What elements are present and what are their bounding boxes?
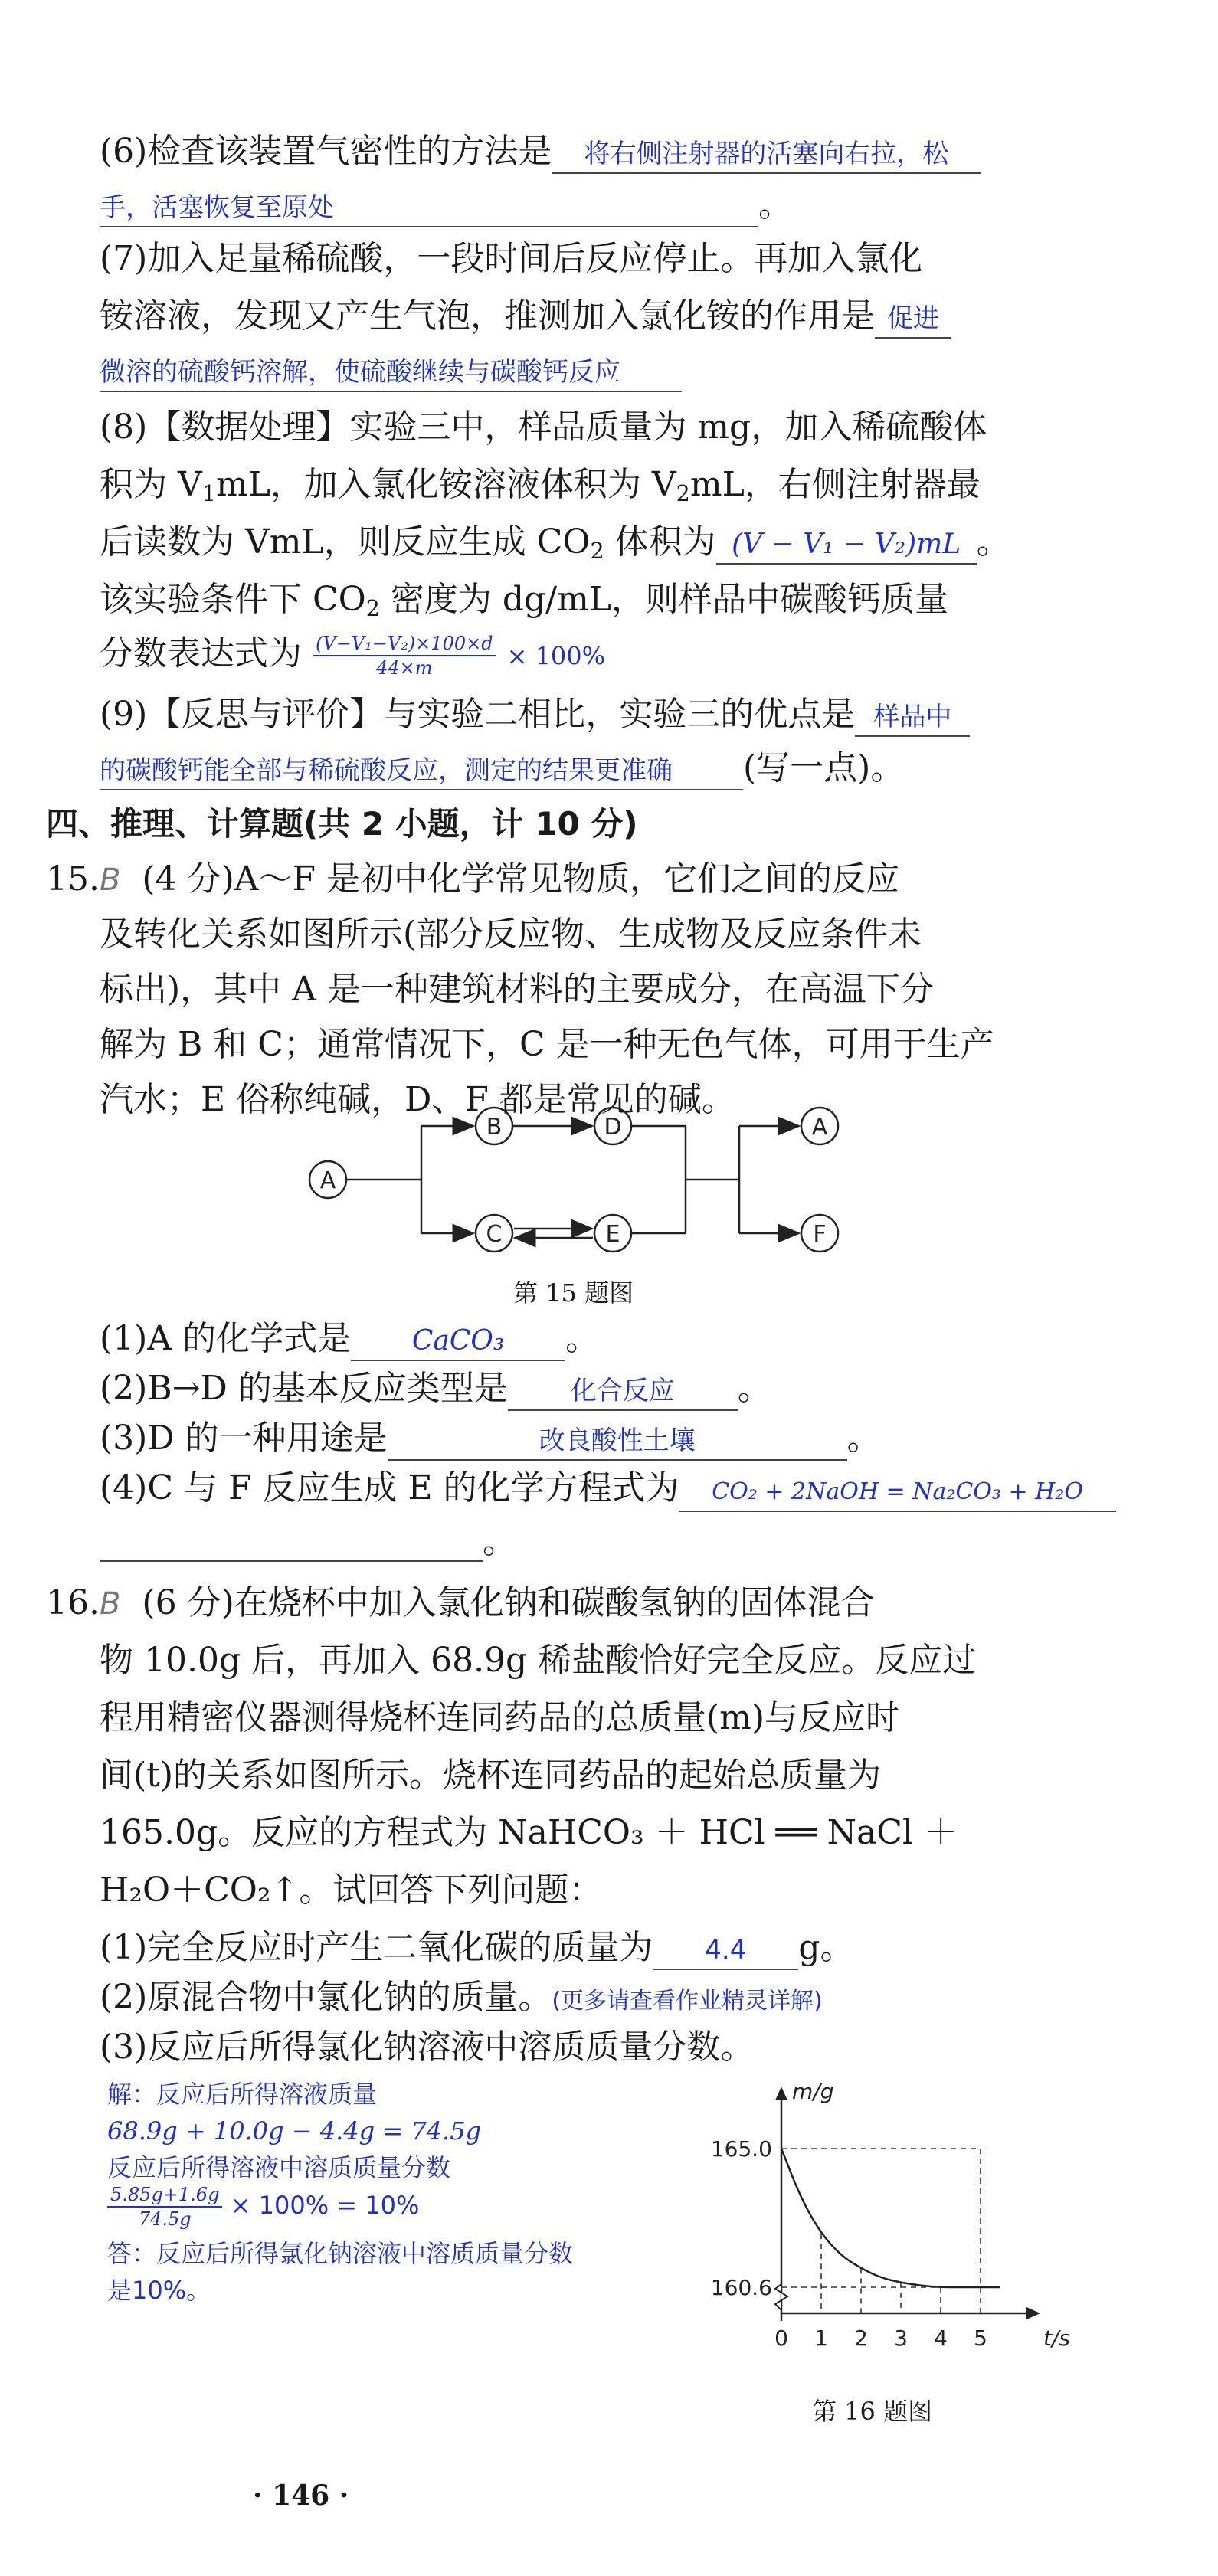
q15-part4: (4)C 与 F 反应生成 E 的化学方程式为 CO₂ + 2NaOH = Na₂CO₃ + H₂O: [100, 1467, 1116, 1512]
q16-line5: 165.0g。反应的方程式为 NaHCO₃ ＋ HCl ══ NaCl ＋: [100, 1813, 958, 1852]
q16-p1-answer[interactable]: 4.4: [653, 1932, 798, 1970]
q15-p1-answer[interactable]: CaCO₃: [351, 1323, 565, 1361]
q8-line1: (8)【数据处理】实验三中，样品质量为 mg，加入稀硫酸体: [100, 408, 987, 447]
q16-number: 16.: [46, 1583, 100, 1622]
x-axis-label: t/s: [1043, 2326, 1070, 2351]
q9-answer-1[interactable]: 样品中: [855, 699, 970, 737]
q16-solution-5: 答：反应后所得氯化钠溶液中溶质质量分数: [107, 2239, 574, 2268]
label-e: E: [605, 1221, 620, 1248]
q6-line2: 手，活塞恢复至原处 。: [100, 184, 792, 227]
q15-part1: (1)A 的化学式是 CaCO₃ 。: [100, 1317, 599, 1361]
q15-part2: (2)B→D 的基本反应类型是 化合反应 。: [100, 1367, 771, 1411]
q7-line2: 铵溶液，发现又产生气泡，推测加入氯化铵的作用是 促进: [100, 295, 951, 339]
q15-p4-answer[interactable]: CO₂ + 2NaOH = Na₂CO₃ + H₂O: [679, 1474, 1116, 1512]
q15-relation-diagram: [291, 1103, 873, 1287]
q8-line2: 积为 $V_1mL$，加入氯化铵溶液体积为 $V_2mL$，右侧注射器最: [100, 465, 981, 507]
y-tick-label: 160.6: [710, 2275, 772, 2300]
q7-answer-1[interactable]: 促进: [875, 300, 951, 339]
x-axis-arrow: [1026, 2307, 1040, 2319]
label-f: F: [813, 1221, 827, 1248]
y-axis-label: m/g: [792, 2079, 834, 2104]
q16-line4: 间(t)的关系如图所示。烧杯连同药品的起始总质量为: [100, 1756, 882, 1795]
q16-part2: (2)原混合物中氯化钠的质量。(更多请查看作业精灵详解): [100, 1978, 823, 2017]
q6-text: (6)检查该装置气密性的方法是: [100, 132, 552, 171]
page-number: · 146 ·: [253, 2479, 349, 2512]
q16-line3: 程用精密仪器测得烧杯连同药品的总质量(m)与反应时: [100, 1698, 900, 1737]
q8-volume-answer[interactable]: (V − V₁ − V₂)mL: [716, 526, 977, 565]
y-axis-arrow: [775, 2087, 787, 2100]
q15-difficulty-mark: B: [99, 862, 121, 898]
x-tick-label: 0: [774, 2326, 788, 2351]
label-a: A: [319, 1167, 336, 1194]
q16-solution-3: 反应后所得溶液中溶质质量分数: [107, 2153, 451, 2182]
q16-part1: (1)完全反应时产生二氧化碳的质量为 4.4 g。: [100, 1926, 854, 1970]
q8-line5: 分数表达式为 $\frac{\text{(V−V₁−V₂)×100×d}}{44\times m}$ × 100%: [100, 633, 606, 679]
q15-caption: 第 15 题图: [513, 1278, 634, 1308]
label-a2: A: [811, 1114, 828, 1141]
y-tick-label: 165.0: [710, 2136, 772, 2162]
q6-answer-2[interactable]: 手，活塞恢复至原处: [100, 189, 758, 227]
q16-line6: H₂O＋CO₂↑。试回答下列问题：: [100, 1871, 603, 1910]
q7-line1: (7)加入足量稀硫酸，一段时间后反应停止。再加入氯化: [100, 239, 923, 278]
q9-line1: (9)【反思与评价】与实验二相比，实验三的优点是 样品中: [100, 693, 970, 737]
x-tick-label: 4: [934, 2326, 948, 2351]
q15-line4: 解为 B 和 C；通常情况下，C 是一种无色气体，可用于生产: [100, 1025, 994, 1064]
label-c: C: [486, 1221, 503, 1248]
x-tick-label: 2: [854, 2326, 868, 2351]
q15-p3-answer[interactable]: 改良酸性土壤: [388, 1422, 847, 1461]
q7-line3: [100, 349, 682, 392]
q15-line3: 标出)，其中 A 是一种建筑材料的主要成分，在高温下分: [100, 970, 934, 1009]
q15-line5: 汽水；E 俗称纯碱，D、F 都是常见的碱。: [100, 1080, 735, 1119]
q15-part3: (3)D 的一种用途是 改良酸性土壤 。: [100, 1417, 881, 1461]
q16-p2-note[interactable]: (更多请查看作业精灵详解): [552, 1988, 823, 2015]
q16-caption: 第 16 题图: [812, 2397, 933, 2426]
q9-answer-2[interactable]: 的碳酸钙能全部与稀硫酸反应，测定的结果更准确: [100, 752, 743, 790]
q8-fraction-answer[interactable]: $\frac{\text{(V−V₁−V₂)×100×d}}{44\times m}$: [313, 632, 496, 679]
x-tick-label: 3: [894, 2326, 908, 2351]
x-tick-label: 1: [814, 2326, 828, 2351]
q16-part3: (3)反应后所得氯化钠溶液中溶质质量分数。: [100, 2028, 755, 2067]
q15-part4-line2: 。: [100, 1520, 516, 1563]
label-b: B: [486, 1114, 503, 1141]
q6-line1: [100, 130, 981, 174]
q16-solution-4: $\frac{5.85g+1.6g}{74.5g}$ × 100% = 10%: [107, 2183, 419, 2231]
series-line-mass: [781, 2149, 1000, 2287]
section-4-title: 四、推理、计算题(共 2 小题，计 10 分): [46, 805, 638, 843]
q7-answer-2[interactable]: 微溶的硫酸钙溶解，使硫酸继续与碳酸钙反应: [100, 354, 682, 392]
q16-line2: 物 10.0g 后，再加入 68.9g 稀盐酸恰好完全反应。反应过: [100, 1641, 977, 1680]
q8-line3: 后读数为 VmL，则反应生成 $CO_2$ 体积为 (V − V₁ − V₂)mL 。: [100, 522, 1010, 565]
q16-mass-time-chart: [689, 2068, 1195, 2375]
q15-line1: 15.B (4 分)A～F 是初中化学常见物质，它们之间的反应: [46, 859, 900, 898]
q16-solution-1: 解：反应后所得溶液质量: [107, 2080, 378, 2109]
x-tick-label: 5: [974, 2326, 987, 2351]
q8-line4: 该实验条件下 $CO_2$ 密度为 dg/mL，则样品中碳酸钙质量: [100, 580, 949, 622]
q15-line2: 及转化关系如图所示(部分反应物、生成物及反应条件未: [100, 915, 922, 954]
q15-number: 15.: [46, 859, 100, 898]
q8-fraction-tail: × 100%: [506, 641, 606, 671]
q9-line2: 的碳酸钙能全部与稀硫酸反应，测定的结果更准确 (写一点)。: [100, 747, 904, 790]
q16-line1: 16.B (6 分)在烧杯中加入氯化钠和碳酸氢钠的固体混合: [46, 1583, 875, 1622]
label-d: D: [604, 1114, 622, 1141]
q6-answer-1[interactable]: 将右侧注射器的活塞向右拉，松: [552, 136, 981, 174]
q15-p2-answer[interactable]: 化合反应: [508, 1373, 738, 1411]
y-axis-break: [775, 2284, 787, 2310]
q16-solution-6: 是10%。: [107, 2276, 211, 2305]
q16-solution-2: 68.9g + 10.0g − 4.4g = 74.5g: [107, 2116, 482, 2146]
q16-difficulty-mark: B: [99, 1586, 121, 1622]
